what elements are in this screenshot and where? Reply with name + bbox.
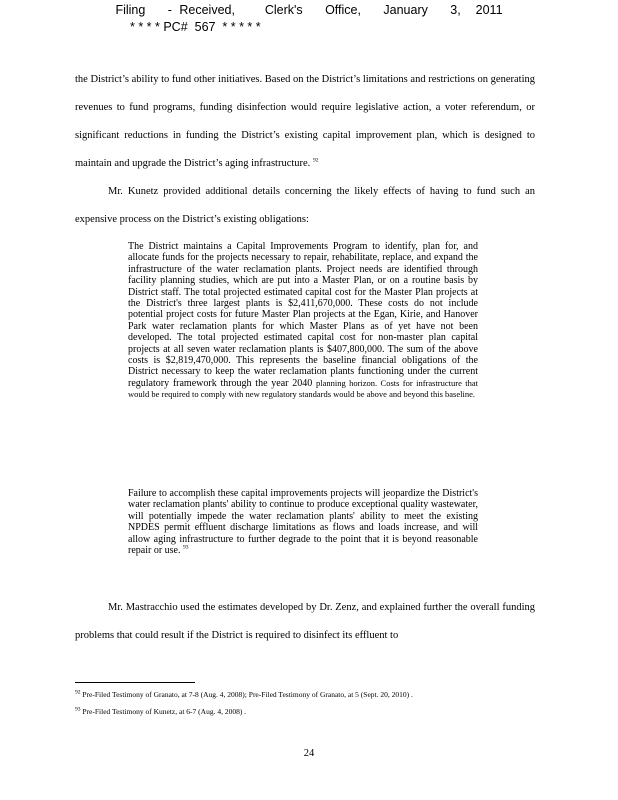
block-quote-1 [128, 241, 478, 401]
paragraph-1-text: the District’s ability to fund other initiatives. Based on the District’s limitations and restrictions on generating revenues to fund programs, funding disinfection would require legislative action, a voter referendum, or significant reductions in funding the District’s existing capital improvement plan, which is designed to maintain and upgrade the District’s aging infrastructure. [75, 74, 535, 169]
filing-header: Filing - Received, Clerk's Office, January 3, 2011 [115, 3, 503, 17]
block-quote-1-text: The District maintains a Capital Improvements Program to identify, plan for, and allocate funds for the projects necessary to repair, rehabilitate, replace, and expand the infrastructure of the water reclamation plants. Project needs are identified through facility planning studies, which are put into a Master Plan, or on a routine basis by District staff. The total projected estimated capital cost for the Master Plan projects at the District's three largest plants is $2,411,670,000. These costs do not include potential project costs for future Master Plan projects at the Egan, Kirie, and Hanover Park water reclamation plants for which Master Plans as of yet have not been developed. The total projected estimated capital cost for non-master plan capital projects at all seven water reclamation plants is $407,800,000. The sum of the above costs is $2,819,470,000. This represents the baseline financial obligations of the District necessary to keep the water reclamation plants functioning under the current regulatory framework through the year 2040 [128, 241, 478, 389]
body-paragraph-2: Mr. Kunetz provided additional details concerning the likely effects of having to fund such an expensive process on the District’s existing obligations: [75, 186, 535, 225]
pc-number-header: * * * * PC# 567 * * * * * [130, 20, 261, 34]
block-quote-1-small-text: planning horizon. Costs for infrastructure that would be required to comply with new regulatory standards would be above and beyond this baseline. [128, 377, 478, 400]
footnote-93 [75, 707, 535, 717]
page-number: 24 [303, 748, 315, 759]
footnote-92 [75, 690, 535, 700]
footnote-92-text: Pre-Filed Testimony of Granato, at 7-8 (Aug. 4, 2008); Pre-Filed Testimony of Granato, at 5 (Sept. 20, 2010) . [82, 690, 413, 699]
body-paragraph-1 [75, 66, 535, 178]
footnote-ref-93: 93 [182, 544, 189, 551]
body-paragraph-3: Mr. Mastracchio used the estimates developed by Dr. Zenz, and explained further the overall funding problems that could result if the District is required to disinfect its effluent to [75, 602, 535, 641]
block-quote-2 [128, 488, 478, 556]
footnote-92-number: 92 [75, 689, 81, 696]
footnote-93-number: 93 [75, 706, 81, 713]
footnote-93-text: Pre-Filed Testimony of Kunetz, at 6-7 (Aug. 4, 2008) . [82, 707, 247, 716]
footnote-ref-92: 92 [312, 157, 319, 164]
block-quote-2-text: Failure to accomplish these capital improvements projects will jeopardize the District's water reclamation plants' ability to continue to produce exceptional quality wastewater, will potentially impede the water reclamation plants' ability to meet the existing NPDES permit effluent discharge limitations as flows and loads increase, and will allow aging infrastructure to further degrade to the point that it is beyond reasonable repair or use. [128, 488, 478, 557]
footnote-separator [75, 682, 195, 683]
